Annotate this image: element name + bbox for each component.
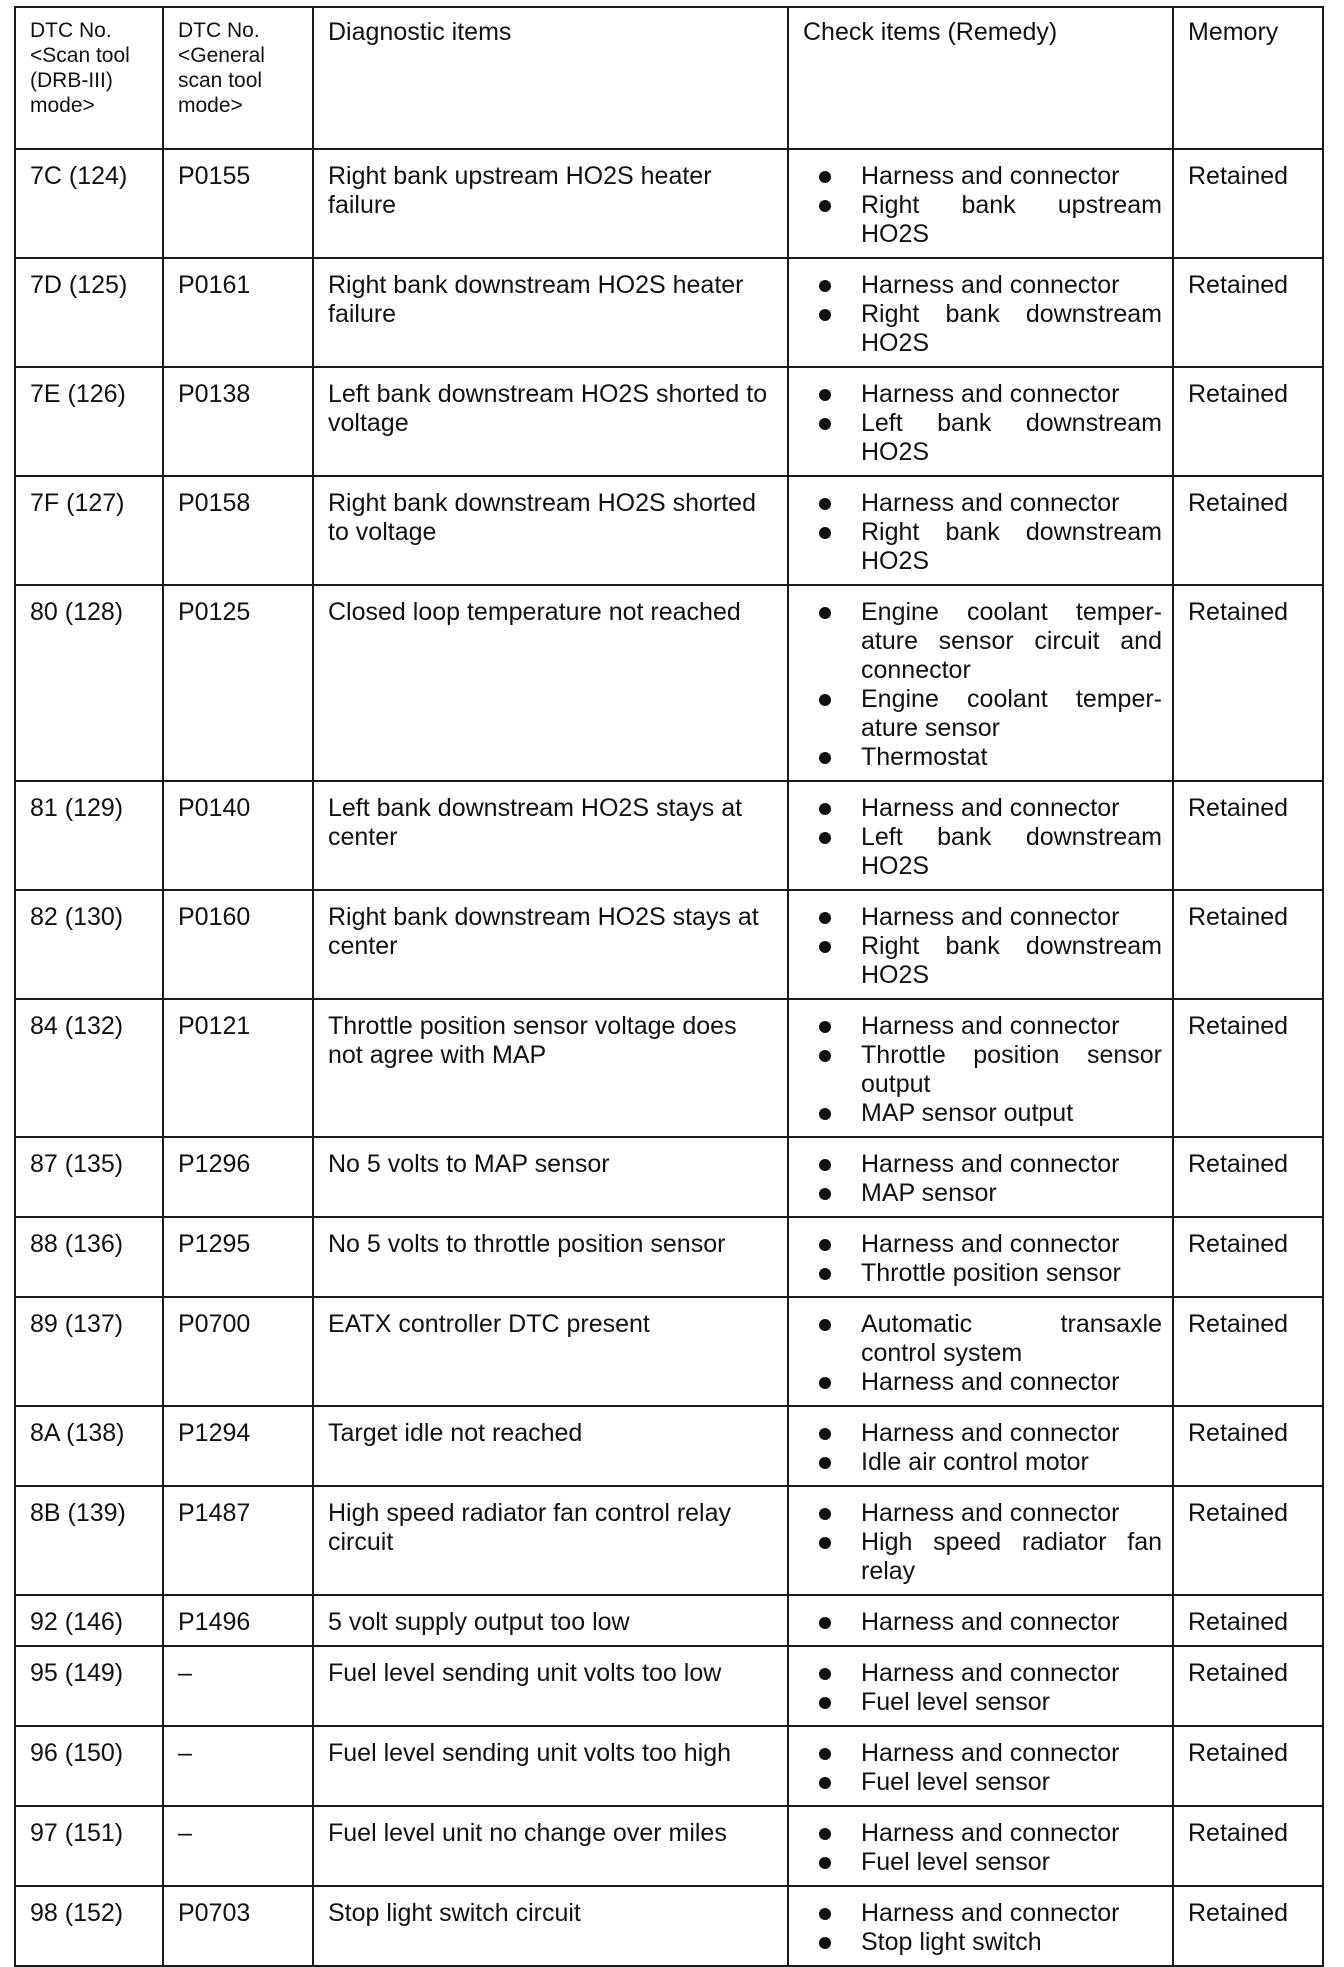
diagnostic-item-cell: Left bank downstream HO2S shorted to voltage	[313, 367, 788, 476]
generic-dtc-cell: P0703	[163, 1886, 313, 1966]
diagnostic-item-cell: Right bank downstream HO2S heater failure	[313, 258, 788, 367]
scan-tool-dtc-cell: 96 (150)	[15, 1726, 163, 1806]
scan-tool-dtc-cell: 89 (137)	[15, 1297, 163, 1406]
diagnostic-item-cell: Throttle position sensor voltage does not agree with MAP	[313, 999, 788, 1137]
generic-dtc-cell: P1496	[163, 1595, 313, 1646]
scan-tool-dtc-cell: 7C (124)	[15, 149, 163, 258]
check-item	[803, 932, 1162, 990]
diagnostic-item-cell: Fuel level sending unit volts too low	[313, 1646, 788, 1726]
memory-cell: Retained	[1173, 1886, 1323, 1966]
bullet-icon	[819, 309, 831, 321]
check-item	[803, 1819, 1162, 1848]
scan-tool-dtc-cell: 92 (146)	[15, 1595, 163, 1646]
scan-tool-dtc-cell: 87 (135)	[15, 1137, 163, 1217]
check-items-list	[803, 162, 1162, 249]
bullet-icon	[819, 1697, 831, 1709]
table-row	[15, 1726, 1323, 1806]
check-item	[803, 1768, 1162, 1797]
scan-tool-dtc-cell: 7F (127)	[15, 476, 163, 585]
check-item-text: Harness and connector	[861, 1899, 1120, 1927]
check-items-list	[803, 1012, 1162, 1128]
bullet-icon	[819, 1239, 831, 1251]
memory-cell: Retained	[1173, 890, 1323, 999]
table-row	[15, 1486, 1323, 1595]
memory-cell: Retained	[1173, 1726, 1323, 1806]
bullet-icon	[819, 1268, 831, 1280]
bullet-icon	[819, 527, 831, 539]
check-item	[803, 1848, 1162, 1877]
check-item	[803, 191, 1162, 249]
table-row	[15, 1137, 1323, 1217]
bullet-icon	[819, 1319, 831, 1331]
check-items-cell	[788, 1486, 1173, 1595]
check-items-cell	[788, 890, 1173, 999]
check-item	[803, 1688, 1162, 1717]
memory-cell: Retained	[1173, 1806, 1323, 1886]
check-item-text: High speed radiator fan relay	[861, 1528, 1162, 1585]
check-item	[803, 1230, 1162, 1259]
bullet-icon	[819, 1428, 831, 1440]
bullet-icon	[819, 1508, 831, 1520]
check-item	[803, 685, 1162, 743]
check-item-text: Engine coolant temper- ature sensor circuit and connector	[861, 598, 1162, 684]
check-item	[803, 903, 1162, 932]
check-items-list	[803, 271, 1162, 358]
scan-tool-dtc-cell: 95 (149)	[15, 1646, 163, 1726]
check-item-text: Harness and connector	[861, 1419, 1120, 1447]
memory-cell: Retained	[1173, 476, 1323, 585]
check-item	[803, 1899, 1162, 1928]
check-item	[803, 598, 1162, 685]
memory-cell: Retained	[1173, 149, 1323, 258]
check-item	[803, 380, 1162, 409]
check-item-text: Harness and connector	[861, 903, 1120, 931]
bullet-icon	[819, 607, 831, 619]
check-item-text: Stop light switch	[861, 1928, 1042, 1956]
check-item-text: Right bank downstream HO2S	[861, 300, 1162, 357]
scan-tool-dtc-cell: 97 (151)	[15, 1806, 163, 1886]
check-item-text: Fuel level sensor	[861, 1688, 1050, 1716]
check-item-text: Left bank downstream HO2S	[861, 823, 1162, 880]
table-row	[15, 585, 1323, 781]
check-items-list	[803, 380, 1162, 467]
bullet-icon	[819, 912, 831, 924]
check-items-cell	[788, 1406, 1173, 1486]
dtc-table	[14, 6, 1324, 1967]
check-items-list	[803, 489, 1162, 576]
bullet-icon	[819, 1937, 831, 1949]
check-item	[803, 823, 1162, 881]
diagnostic-item-cell: Right bank upstream HO2S heater failure	[313, 149, 788, 258]
generic-dtc-cell: P0161	[163, 258, 313, 367]
diagnostic-item-cell: 5 volt supply output too low	[313, 1595, 788, 1646]
check-item-text: Harness and connector	[861, 1499, 1120, 1527]
bullet-icon	[819, 1668, 831, 1680]
scan-tool-dtc-cell: 7E (126)	[15, 367, 163, 476]
check-item	[803, 1499, 1162, 1528]
check-item	[803, 1150, 1162, 1179]
table-row	[15, 258, 1323, 367]
table-row	[15, 1886, 1323, 1966]
check-item-text: Right bank downstream HO2S	[861, 932, 1162, 989]
check-items-list	[803, 1150, 1162, 1208]
bullet-icon	[819, 832, 831, 844]
header-check-items: Check items (Remedy)	[788, 7, 1173, 149]
generic-dtc-cell: P0158	[163, 476, 313, 585]
diagnostic-item-cell: Target idle not reached	[313, 1406, 788, 1486]
table-row	[15, 1297, 1323, 1406]
check-item-text: Harness and connector	[861, 1608, 1120, 1636]
scan-tool-dtc-cell: 82 (130)	[15, 890, 163, 999]
check-items-cell	[788, 1726, 1173, 1806]
check-item-text: Throttle position sensor output	[861, 1041, 1162, 1098]
bullet-icon	[819, 1188, 831, 1200]
check-items-cell	[788, 1646, 1173, 1726]
generic-dtc-cell: P0121	[163, 999, 313, 1137]
bullet-icon	[819, 941, 831, 953]
check-items-cell	[788, 1595, 1173, 1646]
generic-dtc-cell: P1295	[163, 1217, 313, 1297]
generic-dtc-cell: P0138	[163, 367, 313, 476]
memory-cell: Retained	[1173, 1297, 1323, 1406]
check-item-text: Right bank downstream HO2S	[861, 518, 1162, 575]
check-items-cell	[788, 585, 1173, 781]
check-item	[803, 1310, 1162, 1368]
diagnostic-item-cell: Right bank downstream HO2S shorted to voltage	[313, 476, 788, 585]
check-item-text: Fuel level sensor	[861, 1848, 1050, 1876]
bullet-icon	[819, 1617, 831, 1629]
generic-dtc-cell: –	[163, 1806, 313, 1886]
header-scan-tool-dtc: DTC No. <Scan tool (DRB-III) mode>	[15, 7, 163, 149]
generic-dtc-cell: P0140	[163, 781, 313, 890]
bullet-icon	[819, 694, 831, 706]
check-items-cell	[788, 1886, 1173, 1966]
memory-cell: Retained	[1173, 1406, 1323, 1486]
bullet-icon	[819, 1857, 831, 1869]
bullet-icon	[819, 200, 831, 212]
check-item-text: Harness and connector	[861, 1739, 1120, 1767]
check-items-list	[803, 903, 1162, 990]
generic-dtc-cell: P1487	[163, 1486, 313, 1595]
diagnostic-item-cell: Fuel level unit no change over miles	[313, 1806, 788, 1886]
scan-tool-dtc-cell: 8B (139)	[15, 1486, 163, 1595]
bullet-icon	[819, 1021, 831, 1033]
bullet-icon	[819, 389, 831, 401]
check-items-list	[803, 1230, 1162, 1288]
check-items-cell	[788, 781, 1173, 890]
table-row	[15, 781, 1323, 890]
check-items-list	[803, 1419, 1162, 1477]
memory-cell: Retained	[1173, 258, 1323, 367]
generic-dtc-cell: P1294	[163, 1406, 313, 1486]
check-item	[803, 271, 1162, 300]
check-item-text: Harness and connector	[861, 489, 1120, 517]
check-item-text: Harness and connector	[861, 1659, 1120, 1687]
header-memory: Memory	[1173, 7, 1323, 149]
bullet-icon	[819, 1828, 831, 1840]
check-item	[803, 1419, 1162, 1448]
check-item-text: Harness and connector	[861, 271, 1120, 299]
bullet-icon	[819, 1159, 831, 1171]
table-row	[15, 149, 1323, 258]
check-items-cell	[788, 258, 1173, 367]
table-row	[15, 999, 1323, 1137]
check-item-text: Thermostat	[861, 743, 988, 771]
check-item-text: Harness and connector	[861, 162, 1120, 190]
check-item-text: Harness and connector	[861, 380, 1120, 408]
table-row	[15, 1646, 1323, 1726]
diagnostic-item-cell: Left bank downstream HO2S stays at center	[313, 781, 788, 890]
diagnostic-item-cell: EATX controller DTC present	[313, 1297, 788, 1406]
bullet-icon	[819, 1777, 831, 1789]
memory-cell: Retained	[1173, 1646, 1323, 1726]
check-item-text: MAP sensor	[861, 1179, 997, 1207]
check-item-text: Harness and connector	[861, 1368, 1120, 1396]
check-items-cell	[788, 367, 1173, 476]
bullet-icon	[819, 1108, 831, 1120]
check-item	[803, 1099, 1162, 1128]
bullet-icon	[819, 280, 831, 292]
check-items-list	[803, 1899, 1162, 1957]
check-items-cell	[788, 1217, 1173, 1297]
check-item	[803, 743, 1162, 772]
check-item-text: Automatic transaxle control system	[861, 1310, 1162, 1367]
check-item	[803, 162, 1162, 191]
bullet-icon	[819, 498, 831, 510]
bullet-icon	[819, 1908, 831, 1920]
bullet-icon	[819, 1537, 831, 1549]
scan-tool-dtc-cell: 81 (129)	[15, 781, 163, 890]
check-item-text: Left bank downstream HO2S	[861, 409, 1162, 466]
diagnostic-item-cell: Right bank downstream HO2S stays at center	[313, 890, 788, 999]
scan-tool-dtc-cell: 80 (128)	[15, 585, 163, 781]
check-item-text: MAP sensor output	[861, 1099, 1074, 1127]
bullet-icon	[819, 752, 831, 764]
memory-cell: Retained	[1173, 1137, 1323, 1217]
table-row	[15, 367, 1323, 476]
check-item-text: Throttle position sensor	[861, 1259, 1121, 1287]
check-item	[803, 1259, 1162, 1288]
generic-dtc-cell: P0700	[163, 1297, 313, 1406]
table-header-row	[15, 7, 1323, 149]
check-item-text: Idle air control motor	[861, 1448, 1089, 1476]
table-row	[15, 890, 1323, 999]
check-item-text: Harness and connector	[861, 1230, 1120, 1258]
check-item-text: Harness and connector	[861, 1819, 1120, 1847]
generic-dtc-cell: –	[163, 1646, 313, 1726]
check-items-cell	[788, 1137, 1173, 1217]
memory-cell: Retained	[1173, 1595, 1323, 1646]
check-item	[803, 1368, 1162, 1397]
memory-cell: Retained	[1173, 781, 1323, 890]
bullet-icon	[819, 803, 831, 815]
check-items-list	[803, 1659, 1162, 1717]
diagnostic-item-cell: No 5 volts to throttle position sensor	[313, 1217, 788, 1297]
check-item	[803, 1608, 1162, 1637]
check-item-text: Fuel level sensor	[861, 1768, 1050, 1796]
check-item	[803, 1928, 1162, 1957]
check-item	[803, 1448, 1162, 1477]
header-diagnostic-items: Diagnostic items	[313, 7, 788, 149]
check-items-list	[803, 598, 1162, 772]
diagnostic-item-cell: No 5 volts to MAP sensor	[313, 1137, 788, 1217]
check-items-list	[803, 1819, 1162, 1877]
check-item	[803, 409, 1162, 467]
check-item-text: Harness and connector	[861, 1012, 1120, 1040]
bullet-icon	[819, 1050, 831, 1062]
bullet-icon	[819, 171, 831, 183]
diagnostic-item-cell: High speed radiator fan control relay circuit	[313, 1486, 788, 1595]
bullet-icon	[819, 1748, 831, 1760]
check-item	[803, 1041, 1162, 1099]
bullet-icon	[819, 418, 831, 430]
check-items-cell	[788, 1297, 1173, 1406]
table-row	[15, 1806, 1323, 1886]
memory-cell: Retained	[1173, 585, 1323, 781]
generic-dtc-cell: P0125	[163, 585, 313, 781]
bullet-icon	[819, 1457, 831, 1469]
scan-tool-dtc-cell: 84 (132)	[15, 999, 163, 1137]
memory-cell: Retained	[1173, 367, 1323, 476]
check-item	[803, 1739, 1162, 1768]
check-item-text: Right bank upstream HO2S	[861, 191, 1162, 248]
table-row	[15, 1595, 1323, 1646]
check-items-cell	[788, 1806, 1173, 1886]
check-item	[803, 1179, 1162, 1208]
table-body	[15, 149, 1323, 1966]
check-items-list	[803, 1310, 1162, 1397]
diagnostic-item-cell: Stop light switch circuit	[313, 1886, 788, 1966]
memory-cell: Retained	[1173, 1217, 1323, 1297]
memory-cell: Retained	[1173, 999, 1323, 1137]
check-items-cell	[788, 476, 1173, 585]
generic-dtc-cell: P0160	[163, 890, 313, 999]
check-item	[803, 300, 1162, 358]
check-items-list	[803, 1739, 1162, 1797]
diagnostic-item-cell: Fuel level sending unit volts too high	[313, 1726, 788, 1806]
check-item-text: Engine coolant temper- ature sensor	[861, 685, 1162, 742]
check-item-text: Harness and connector	[861, 794, 1120, 822]
check-item	[803, 518, 1162, 576]
check-items-cell	[788, 149, 1173, 258]
check-item	[803, 1012, 1162, 1041]
check-item	[803, 1659, 1162, 1688]
check-item	[803, 794, 1162, 823]
table-row	[15, 1217, 1323, 1297]
document-page	[14, 6, 1322, 1967]
generic-dtc-cell: P0155	[163, 149, 313, 258]
generic-dtc-cell: P1296	[163, 1137, 313, 1217]
generic-dtc-cell: –	[163, 1726, 313, 1806]
bullet-icon	[819, 1377, 831, 1389]
table-row	[15, 1406, 1323, 1486]
header-generic-scan-dtc: DTC No. <General scan tool mode>	[163, 7, 313, 149]
scan-tool-dtc-cell: 7D (125)	[15, 258, 163, 367]
check-item	[803, 489, 1162, 518]
diagnostic-item-cell: Closed loop temperature not reached	[313, 585, 788, 781]
scan-tool-dtc-cell: 88 (136)	[15, 1217, 163, 1297]
check-item-text: Harness and connector	[861, 1150, 1120, 1178]
check-items-list	[803, 1499, 1162, 1586]
scan-tool-dtc-cell: 98 (152)	[15, 1886, 163, 1966]
check-items-list	[803, 1608, 1162, 1637]
check-items-list	[803, 794, 1162, 881]
scan-tool-dtc-cell: 8A (138)	[15, 1406, 163, 1486]
table-row	[15, 476, 1323, 585]
memory-cell: Retained	[1173, 1486, 1323, 1595]
check-item	[803, 1528, 1162, 1586]
check-items-cell	[788, 999, 1173, 1137]
